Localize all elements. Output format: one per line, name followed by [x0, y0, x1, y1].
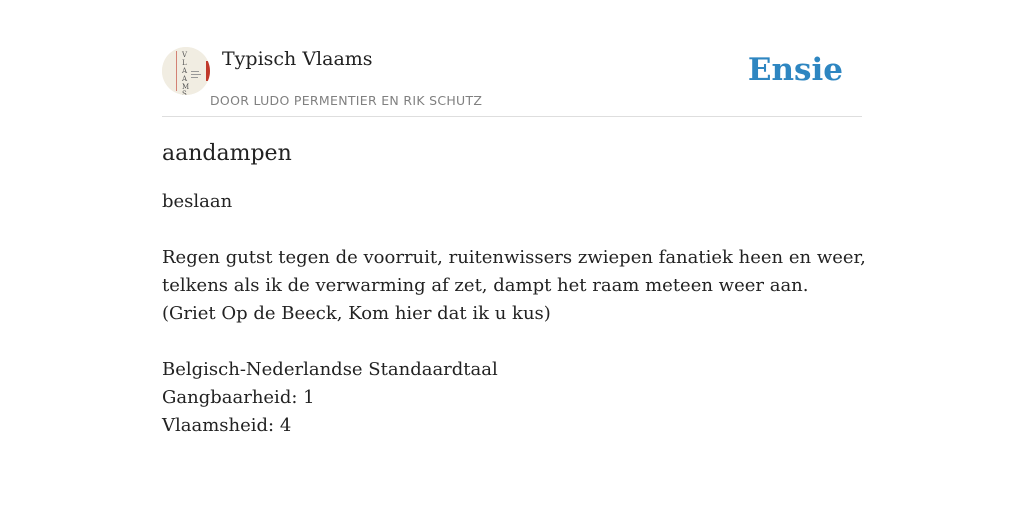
entry-definition: beslaan — [162, 191, 233, 212]
entry-register: Belgisch-Nederlandse Standaardtaal — [162, 359, 498, 380]
entry-headword: aandampen — [162, 141, 292, 166]
example-line: Regen gutst tegen de voorruit, ruitenwissers zwiepen fanatiek heen en weer, — [162, 247, 866, 268]
example-line: telkens als ik de verwarming af zet, dampt het raam meteen weer aan. — [162, 275, 809, 296]
entry-content — [162, 138, 866, 440]
entry-example — [162, 244, 866, 328]
svg-text:S: S — [182, 90, 187, 95]
svg-text:A: A — [182, 75, 188, 83]
book-title[interactable]: Typisch Vlaams — [222, 48, 373, 70]
ensie-logo-link[interactable]: Ensie — [747, 52, 843, 88]
svg-text:M: M — [182, 83, 190, 91]
example-source: (Griet Op de Beeck, Kom hier dat ik u kus) — [162, 303, 551, 324]
book-cover-logo[interactable] — [162, 47, 210, 95]
entry-vlaamsheid: Vlaamsheid: 4 — [162, 415, 292, 436]
entry-gangbaarheid: Gangbaarheid: 1 — [162, 387, 315, 408]
entry-metadata — [162, 356, 862, 440]
header — [162, 44, 862, 117]
book-cover-icon — [162, 47, 210, 95]
book-authors: DOOR LUDO PERMENTIER EN RIK SCHUTZ — [210, 93, 483, 108]
svg-text:V: V — [182, 51, 188, 59]
svg-text:A: A — [182, 67, 188, 75]
svg-text:L: L — [182, 59, 187, 67]
